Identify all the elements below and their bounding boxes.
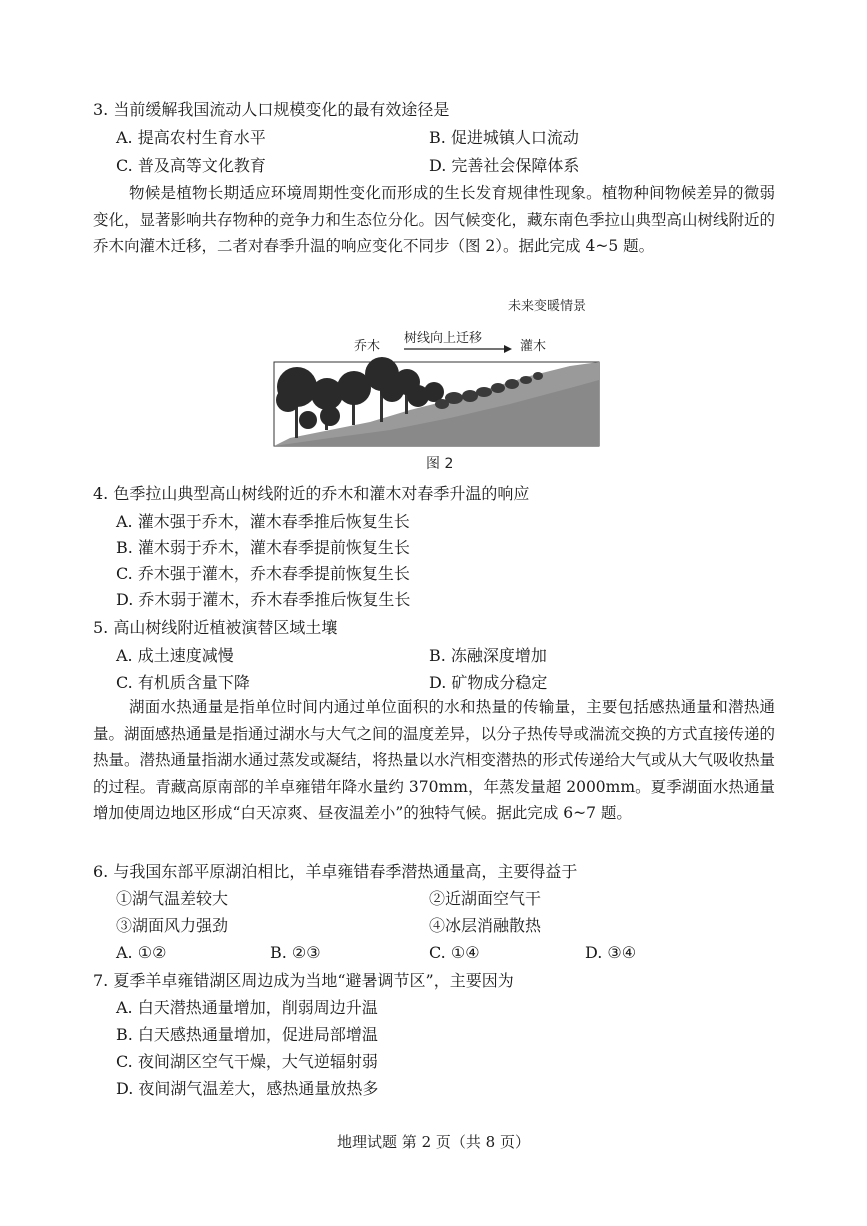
q5-option-d: D. 矿物成分稳定 bbox=[429, 673, 548, 692]
arrow-head-icon bbox=[504, 345, 512, 353]
q6-option-c: C. ①④ bbox=[429, 943, 480, 962]
q3-option-b: B. 促进城镇人口流动 bbox=[429, 128, 579, 147]
q6-item-1: ①湖气温差较大 bbox=[116, 889, 229, 908]
figure-2 bbox=[270, 292, 610, 478]
q6-option-a: A. ①② bbox=[116, 943, 167, 962]
q7-option-b: B. 白天感热通量增加，促进局部增温 bbox=[116, 1025, 378, 1044]
q3-stem: 3. 当前缓解我国流动人口规模变化的最有效途径是 bbox=[93, 100, 450, 119]
tree-label: 乔木 bbox=[354, 339, 381, 354]
q7-option-a: A. 白天潜热通量增加，削弱周边升温 bbox=[116, 998, 378, 1017]
q3-option-a: A. 提高农村生育水平 bbox=[116, 128, 266, 147]
top-label: 未来变暖情景 bbox=[508, 299, 587, 314]
q3-option-c: C. 普及高等文化教育 bbox=[116, 156, 266, 175]
q4-option-a: A. 灌木强于乔木，灌木春季推后恢复生长 bbox=[116, 512, 410, 531]
q6-option-b: B. ②③ bbox=[270, 943, 321, 962]
q6-stem: 6. 与我国东部平原湖泊相比，羊卓雍错春季潜热通量高，主要得益于 bbox=[93, 862, 578, 881]
q6-item-4: ④冰层消融散热 bbox=[429, 916, 542, 935]
shrub-label: 灌木 bbox=[520, 339, 547, 354]
q5-option-a: A. 成土速度减慢 bbox=[116, 646, 234, 665]
arrow-label: 树线向上迁移 bbox=[404, 331, 483, 346]
q6-option-d: D. ③④ bbox=[585, 943, 637, 962]
q6-item-2: ②近湖面空气干 bbox=[429, 889, 542, 908]
q7-stem: 7. 夏季羊卓雍错湖区周边成为当地“避暑调节区”，主要因为 bbox=[93, 971, 514, 990]
figure-caption: 图 2 bbox=[426, 456, 454, 472]
q4-stem: 4. 色季拉山典型高山树线附近的乔木和灌木对春季升温的响应 bbox=[93, 484, 530, 503]
q7-option-c: C. 夜间湖区空气干燥，大气逆辐射弱 bbox=[116, 1052, 378, 1071]
passage-phenology: 物候是植物长期适应环境周期性变化而形成的生长发育规律性现象。植物种间物候差异的微弱变化，显著影响共存物种的竞争力和生态位分化。因气候变化，藏东南色季拉山典型高山树线附近的乔木向灌木迁移，二者对春季升温的响应变化不同步（图 2）。据此完成 4~5 题。 bbox=[93, 184, 776, 255]
q4-option-d: D. 乔木弱于灌木，乔木春季推后恢复生长 bbox=[116, 590, 411, 609]
q3-option-d: D. 完善社会保障体系 bbox=[429, 156, 580, 175]
page-footer: 地理试题 第 2 页（共 8 页） bbox=[337, 1133, 530, 1151]
q6-item-3: ③湖面风力强劲 bbox=[116, 916, 229, 935]
q5-option-b: B. 冻融深度增加 bbox=[429, 646, 547, 665]
q5-stem: 5. 高山树线附近植被演替区域土壤 bbox=[93, 618, 338, 637]
q7-option-d: D. 夜间湖气温差大，感热通量放热多 bbox=[116, 1079, 379, 1098]
treeline-illustration bbox=[270, 292, 610, 478]
passage-lake-flux: 湖面水热通量是指单位时间内通过单位面积的水和热量的传输量，主要包括感热通量和潜热通量。湖面感热通量是指通过湖水与大气之间的温度差异，以分子热传导或湍流交换的方式直接传递的热量。潜热通量指湖水通过蒸发或凝结，将热量以水汽相变潜热的形式传递给大气或从大气吸收热量的过程。青藏高原南部的羊卓雍错年降水量约 370mm，年蒸发量超 2000mm。夏季湖面水热通量增加使周边地区形成“白天凉爽、昼夜温差小”的独特气候。据此完成 6~7 题。 bbox=[93, 698, 776, 822]
q4-option-c: C. 乔木强于灌木，乔木春季提前恢复生长 bbox=[116, 564, 410, 583]
q4-option-b: B. 灌木弱于乔木，灌木春季提前恢复生长 bbox=[116, 538, 410, 557]
q5-option-c: C. 有机质含量下降 bbox=[116, 673, 250, 692]
